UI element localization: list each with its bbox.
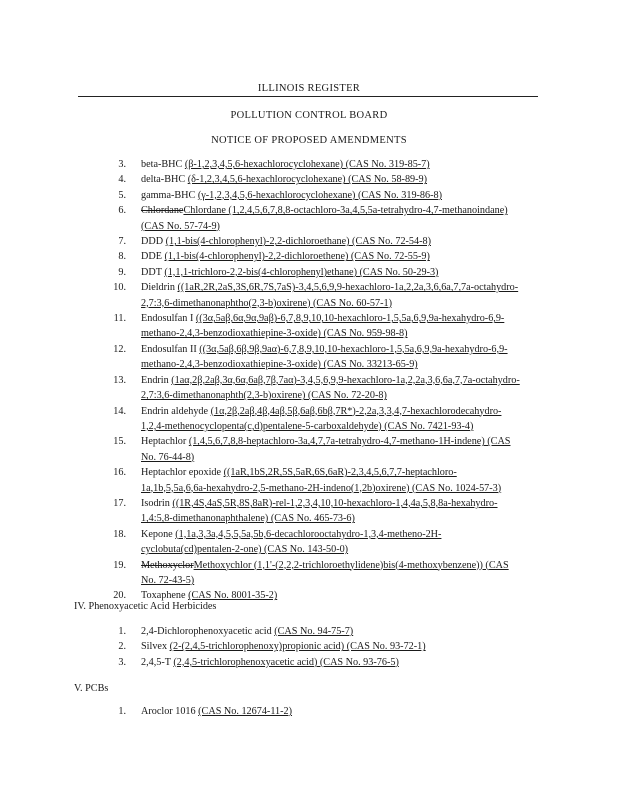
list-item	[0, 527, 618, 558]
item-number: 9.	[118, 266, 126, 278]
item-number: 11.	[113, 313, 126, 325]
item-text: Heptachlor epoxide	[141, 467, 224, 479]
added-text: Chlordane (1,2,4,5,6,7,8,8-octachloro-3a,4,5,5a-tetrahydro-4,7-methanoindane) (CAS No. 57-74-9)	[141, 205, 508, 232]
notice-title: NOTICE OF PROPOSED AMENDMENTS	[211, 135, 407, 146]
item-number: 18.	[113, 528, 126, 540]
list-item	[0, 373, 618, 404]
list-item	[0, 639, 618, 654]
added-text: (CAS No. 8001-35-2)	[188, 590, 278, 602]
list-item	[0, 404, 618, 435]
item-number: 1.	[118, 626, 126, 637]
item-text: gamma-BHC	[141, 189, 198, 201]
added-text: (γ-1,2,3,4,5,6-hexachlorocyclohexane) (CAS No. 319-86-8)	[197, 189, 442, 201]
deleted-text: Methoxyclor	[141, 559, 194, 571]
item-text: Dieldrin	[141, 282, 178, 294]
item-number: 13.	[113, 374, 126, 386]
item-text: delta-BHC	[141, 174, 188, 186]
register-title: ILLINOIS REGISTER	[257, 83, 361, 94]
item-text: 2,4,5-T	[141, 656, 174, 668]
item-number: 3.	[118, 656, 126, 668]
added-text: ((1aR,1bS,2R,5S,5aR,6S,6aR)-2,3,4,5,6,7,7-heptachloro-1a,1b,5,5a,6,6a-hexahydro-2,5-methano-2H-indeno(1,2b)oxirene) (CAS No. 1024-57-3)	[141, 467, 502, 494]
added-text: (1aα,2β,2aβ,3α,6α,6aβ,7β,7aα)-3,4,5,6,9,9-hexachloro-1a,2,2a,3,6,6a,7,7a-octahydro-2,7:3,6-dimethanonaphth(2,3-b)oxirene) (CAS No. 72-20-8)	[141, 374, 520, 402]
item-text: DDE	[141, 251, 165, 263]
item-text: Endosulfan I	[141, 313, 196, 325]
item-number: 2.	[118, 641, 126, 653]
item-text: DDT	[141, 266, 165, 278]
added-text: (1,1,1-trichloro-2,2-bis(4-chlorophenyl)ethane) (CAS No. 50-29-3)	[164, 266, 439, 278]
item-number: 8.	[118, 251, 126, 263]
phenoxyacetic-list	[0, 624, 618, 670]
item-text: Endrin	[141, 374, 172, 386]
header-rule	[78, 96, 538, 97]
item-number: 7.	[118, 236, 126, 248]
item-number: 4.	[118, 174, 126, 186]
list-item	[0, 465, 618, 496]
item-text: Isodrin	[141, 497, 173, 509]
added-text: (1,1-bis(4-chlorophenyl)-2,2-dichloroethene) (CAS No. 72-55-9)	[164, 251, 430, 263]
item-text: 2,4-Dichlorophenoxyacetic acid	[141, 626, 275, 637]
item-text: Toxaphene	[141, 590, 189, 602]
list-item	[0, 624, 618, 639]
list-item	[0, 496, 618, 527]
added-text: (1,1-bis(4-chlorophenyl)-2,2-dichloroethane) (CAS No. 72-54-8)	[165, 236, 431, 248]
item-text: Silvex	[141, 641, 170, 653]
deleted-text: Chlordane	[141, 205, 184, 217]
agency-title: POLLUTION CONTROL BOARD	[230, 110, 388, 121]
item-text: Aroclor 1016	[141, 706, 199, 717]
list-item	[0, 558, 618, 589]
item-number: 6.	[118, 205, 126, 217]
added-text: (δ-1,2,3,4,5,6-hexachlorocyclohexane) (CAS No. 58-89-9)	[187, 174, 428, 186]
list-item	[0, 434, 618, 465]
added-text: (2,4,5-trichlorophenoxyacetic acid) (CAS No. 93-76-5)	[173, 656, 399, 668]
added-text: (1,4,5,6,7,8,8-heptachloro-3a,4,7,7a-tetrahydro-4,7-methano-1H-indene) (CAS No. 76-44-8)	[141, 436, 511, 463]
item-number: 17.	[113, 497, 126, 509]
added-text: ((3α,5aβ,6β,9β,9aα)-6,7,8,9,10,10-hexachloro-1,5,5a,6,9,9a-hexahydro-6,9-methano-2,4,3-benzodioxathiepine-3-oxide) (CAS No. 33213-65-9)	[141, 343, 508, 371]
added-text: ((1aR,2R,2aS,3S,6R,7S,7aS)-3,4,5,6,9,9-hexachloro-1a,2,2a,3,6,6a,7,7a-octahydro-2,7:3,6-dimethanonaphtho(2,3-b)oxirene) (CAS No. 60-57-1)	[141, 282, 519, 309]
item-number: 1.	[118, 706, 126, 717]
list-item	[0, 172, 618, 187]
item-text: beta-BHC	[141, 159, 185, 170]
item-number: 3.	[118, 159, 126, 170]
item-number: 15.	[113, 436, 126, 448]
added-text: (CAS No. 94-75-7)	[274, 626, 354, 637]
item-text: DDD	[141, 236, 166, 248]
list-item	[0, 265, 618, 280]
list-item	[0, 188, 618, 203]
added-text: ((3α,5aβ,6α,9α,9aβ)-6,7,8,9,10,10-hexachloro-1,5,5a,6,9,9a-hexahydro-6,9-methano-2,4,3-benzodioxathiepine-3-oxide) (CAS No. 959-98-8)	[141, 313, 505, 340]
item-number: 5.	[118, 189, 126, 201]
added-text: (β-1,2,3,4,5,6-hexachlorocyclohexane) (CAS No. 319-85-7)	[184, 159, 430, 170]
list-item	[0, 342, 618, 373]
item-number: 14.	[113, 405, 126, 417]
list-item	[0, 234, 618, 249]
added-text: (1α,2β,2aβ,4β,4aβ,5β,6aβ,6bβ,7R*)-2,2a,3,3,4,7-hexachlorodecahydro-1,2,4-methenocyclopenta(c,d)pentalene-5-carboxaldehyde) (CAS No. 7421-93-4)	[141, 405, 502, 432]
item-text: Kepone	[141, 528, 176, 540]
item-text: Heptachlor	[141, 436, 189, 448]
list-item	[0, 157, 618, 172]
list-item	[0, 311, 618, 342]
item-number: 16.	[113, 467, 126, 479]
added-text: (1,1a,3,3a,4,5,5,5a,5b,6-decachlorooctahydro-1,3,4-metheno-2H-cyclobuta(cd)pentalen-2-one) (CAS No. 143-50-0)	[141, 528, 442, 556]
item-text: Endrin aldehyde	[141, 405, 211, 417]
added-text: ((1R,4S,4aS,5R,8S,8aR)-rel-1,2,3,4,10,10-hexachloro-1,4,4a,5,8,8a-hexahydro-1,4:5,8-dimethanonaphthalene) (CAS No. 465-73-6)	[141, 497, 498, 525]
added-text: Methoxychlor (1,1'-(2,2,2-trichloroethylidene)bis(4-methoxybenzene)) (CAS No. 72-43-5)	[141, 559, 509, 586]
list-item	[0, 280, 618, 311]
list-item	[0, 655, 618, 670]
item-number: 19.	[113, 559, 126, 571]
item-number: 12.	[113, 343, 126, 355]
section-heading-phenoxyacetic: IV. Phenoxyacetic Acid Herbicides	[74, 601, 217, 612]
pcb-list	[0, 704, 618, 719]
hydrocarbon-list	[0, 157, 618, 604]
item-number: 10.	[113, 282, 126, 294]
list-item	[0, 249, 618, 264]
item-text: Endosulfan II	[141, 343, 200, 355]
item-number: 20.	[113, 590, 126, 602]
added-text: (CAS No. 12674-11-2)	[198, 706, 293, 717]
section-heading-pcbs: V. PCBs	[74, 683, 109, 694]
list-item	[0, 704, 618, 719]
list-item	[0, 203, 618, 234]
added-text: (2-(2,4,5-trichlorophenoxy)propionic acid) (CAS No. 93-72-1)	[169, 641, 426, 653]
